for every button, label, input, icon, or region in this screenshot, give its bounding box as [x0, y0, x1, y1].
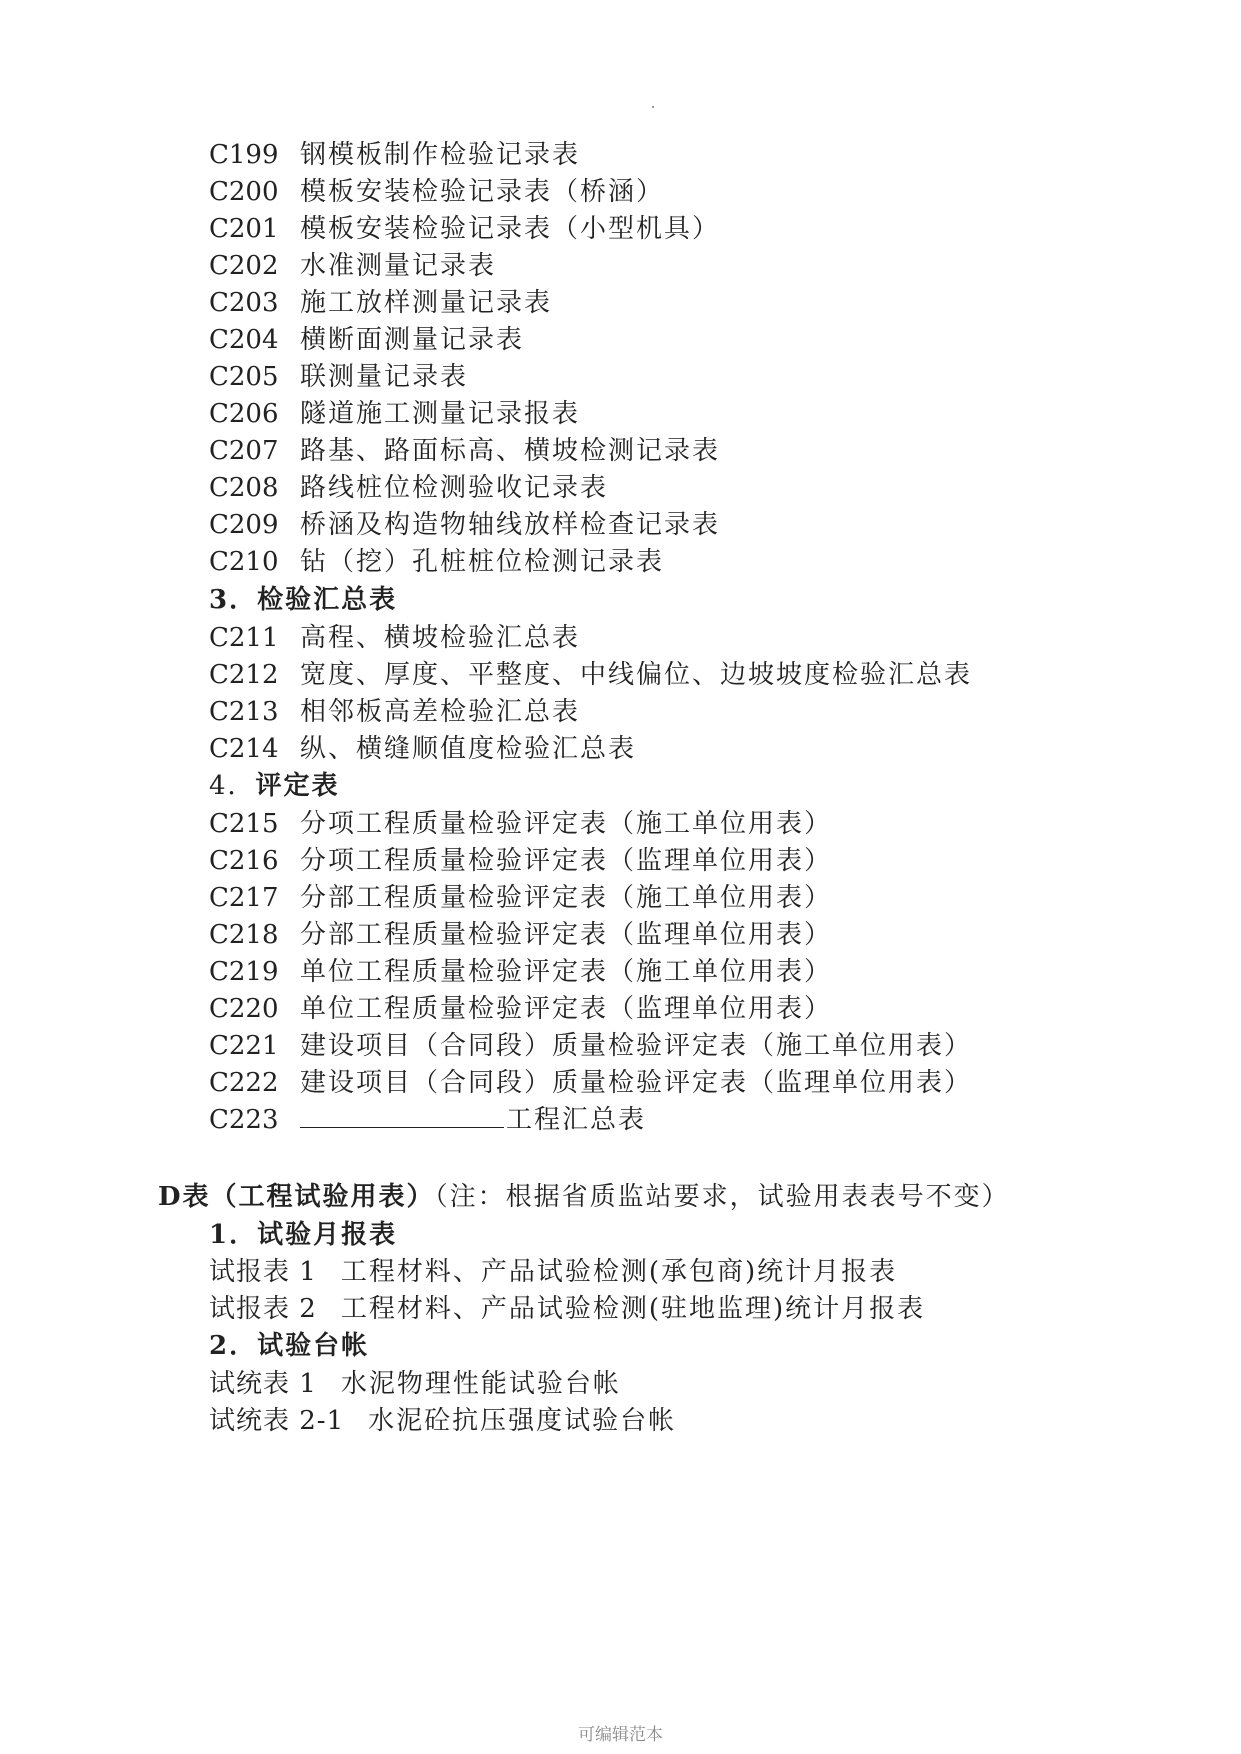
item-code: C217	[209, 883, 279, 913]
section-number: 1．	[209, 1220, 258, 1250]
item-title: 工程材料、产品试验检测(驻地监理)统计月报表	[340, 1294, 926, 1324]
item-title: 模板安装检验记录表（桥涵）	[300, 177, 665, 207]
item-title: 隧道施工测量记录报表	[300, 399, 581, 429]
section-number: 3．	[209, 585, 258, 615]
item-code: C222	[209, 1068, 279, 1098]
fill-in-blank	[300, 1105, 504, 1128]
list-item	[209, 1406, 676, 1436]
item-title: 横断面测量记录表	[300, 325, 525, 355]
item-title: 模板安装检验记录表（小型机具）	[300, 214, 721, 244]
item-code: C223	[209, 1105, 279, 1135]
list-item	[209, 1105, 646, 1135]
item-title: 施工放样测量记录表	[300, 288, 553, 318]
page-dot	[652, 106, 654, 108]
item-code: 试统表 1	[209, 1369, 317, 1399]
section-heading	[209, 1331, 369, 1361]
item-code: C200	[209, 177, 279, 207]
item-title: 纵、横缝顺值度检验汇总表	[300, 734, 637, 764]
list-item	[209, 883, 832, 913]
list-item	[209, 1031, 972, 1061]
section-number: 2．	[209, 1331, 258, 1361]
list-item	[209, 1068, 972, 1098]
item-code: C205	[209, 362, 279, 392]
item-title: 路基、路面标高、横坡检测记录表	[300, 436, 721, 466]
item-title: 钻（挖）孔桩桩位检测记录表	[300, 547, 665, 577]
list-item	[209, 436, 720, 466]
list-item	[209, 325, 524, 355]
item-code: C218	[209, 920, 279, 950]
list-item	[209, 957, 832, 987]
item-code: C219	[209, 957, 279, 987]
item-code: 试报表 1	[209, 1257, 317, 1287]
list-item	[209, 177, 664, 207]
list-item	[209, 473, 608, 503]
item-title: 相邻板高差检验汇总表	[300, 697, 581, 727]
item-title: 工程材料、产品试验检测(承包商)统计月报表	[340, 1257, 898, 1287]
section-title: 试验月报表	[257, 1220, 398, 1250]
item-code: C212	[209, 660, 279, 690]
item-code: 试统表 2-1	[209, 1406, 345, 1436]
list-item	[209, 697, 580, 727]
item-title: 分项工程质量检验评定表（施工单位用表）	[300, 809, 833, 839]
list-item	[209, 399, 580, 429]
item-code: C204	[209, 325, 279, 355]
item-title: 建设项目（合同段）质量检验评定表（施工单位用表）	[300, 1031, 973, 1061]
item-title: 水泥物理性能试验台帐	[340, 1369, 621, 1399]
item-title: 工程汇总表	[506, 1105, 647, 1135]
list-item	[209, 734, 636, 764]
list-item	[209, 623, 580, 653]
item-code: C209	[209, 510, 279, 540]
item-title: 分项工程质量检验评定表（监理单位用表）	[300, 846, 833, 876]
item-code: C213	[209, 697, 279, 727]
item-code: 试报表 2	[209, 1294, 317, 1324]
item-title: 分部工程质量检验评定表（监理单位用表）	[300, 920, 833, 950]
item-code: C215	[209, 809, 279, 839]
d-heading-note: （注：根据省质监站要求，试验用表表号不变）	[434, 1182, 1010, 1212]
list-item	[209, 1257, 897, 1287]
list-item	[209, 846, 832, 876]
item-code: C207	[209, 436, 279, 466]
item-title: 宽度、厚度、平整度、中线偏位、边坡坡度检验汇总表	[300, 660, 973, 690]
d-heading-title: D表（工程试验用表）	[158, 1182, 435, 1212]
list-item	[209, 362, 468, 392]
section-number: 4．	[209, 771, 256, 801]
list-item	[209, 1369, 621, 1399]
section-title: 检验汇总表	[257, 585, 398, 615]
item-code: C221	[209, 1031, 279, 1061]
page-footer: 可编辑范本	[578, 1725, 663, 1745]
section-heading	[209, 585, 397, 615]
item-code: C214	[209, 734, 279, 764]
item-title: 建设项目（合同段）质量检验评定表（监理单位用表）	[300, 1068, 973, 1098]
section-title: 试验台帐	[257, 1331, 370, 1361]
item-code: C220	[209, 994, 279, 1024]
list-item	[209, 288, 552, 318]
item-title: 联测量记录表	[300, 362, 469, 392]
section-title: 评定表	[255, 771, 340, 801]
item-title: 分部工程质量检验评定表（施工单位用表）	[300, 883, 833, 913]
item-code: C216	[209, 846, 279, 876]
item-title: 水泥砼抗压强度试验台帐	[368, 1406, 677, 1436]
list-item	[209, 920, 832, 950]
item-code: C203	[209, 288, 279, 318]
section-heading	[209, 771, 340, 801]
item-title: 高程、横坡检验汇总表	[300, 623, 581, 653]
item-code: C208	[209, 473, 279, 503]
list-item	[209, 660, 972, 690]
list-item	[209, 214, 720, 244]
list-item	[209, 510, 720, 540]
d-table-heading	[158, 1182, 1010, 1212]
item-title: 桥涵及构造物轴线放样检查记录表	[300, 510, 721, 540]
item-code: C206	[209, 399, 279, 429]
section-heading	[209, 1220, 397, 1250]
item-code: C211	[209, 623, 279, 653]
item-code: C210	[209, 547, 279, 577]
item-code: C201	[209, 214, 279, 244]
list-item	[209, 251, 496, 281]
item-title: 钢模板制作检验记录表	[300, 140, 581, 170]
list-item	[209, 140, 580, 170]
item-code: C199	[209, 140, 279, 170]
item-title: 单位工程质量检验评定表（监理单位用表）	[300, 994, 833, 1024]
item-title: 水准测量记录表	[300, 251, 497, 281]
item-title: 路线桩位检测验收记录表	[300, 473, 609, 503]
item-code: C202	[209, 251, 279, 281]
list-item	[209, 809, 832, 839]
list-item	[209, 547, 664, 577]
list-item	[209, 994, 832, 1024]
item-title: 单位工程质量检验评定表（施工单位用表）	[300, 957, 833, 987]
list-item	[209, 1294, 925, 1324]
